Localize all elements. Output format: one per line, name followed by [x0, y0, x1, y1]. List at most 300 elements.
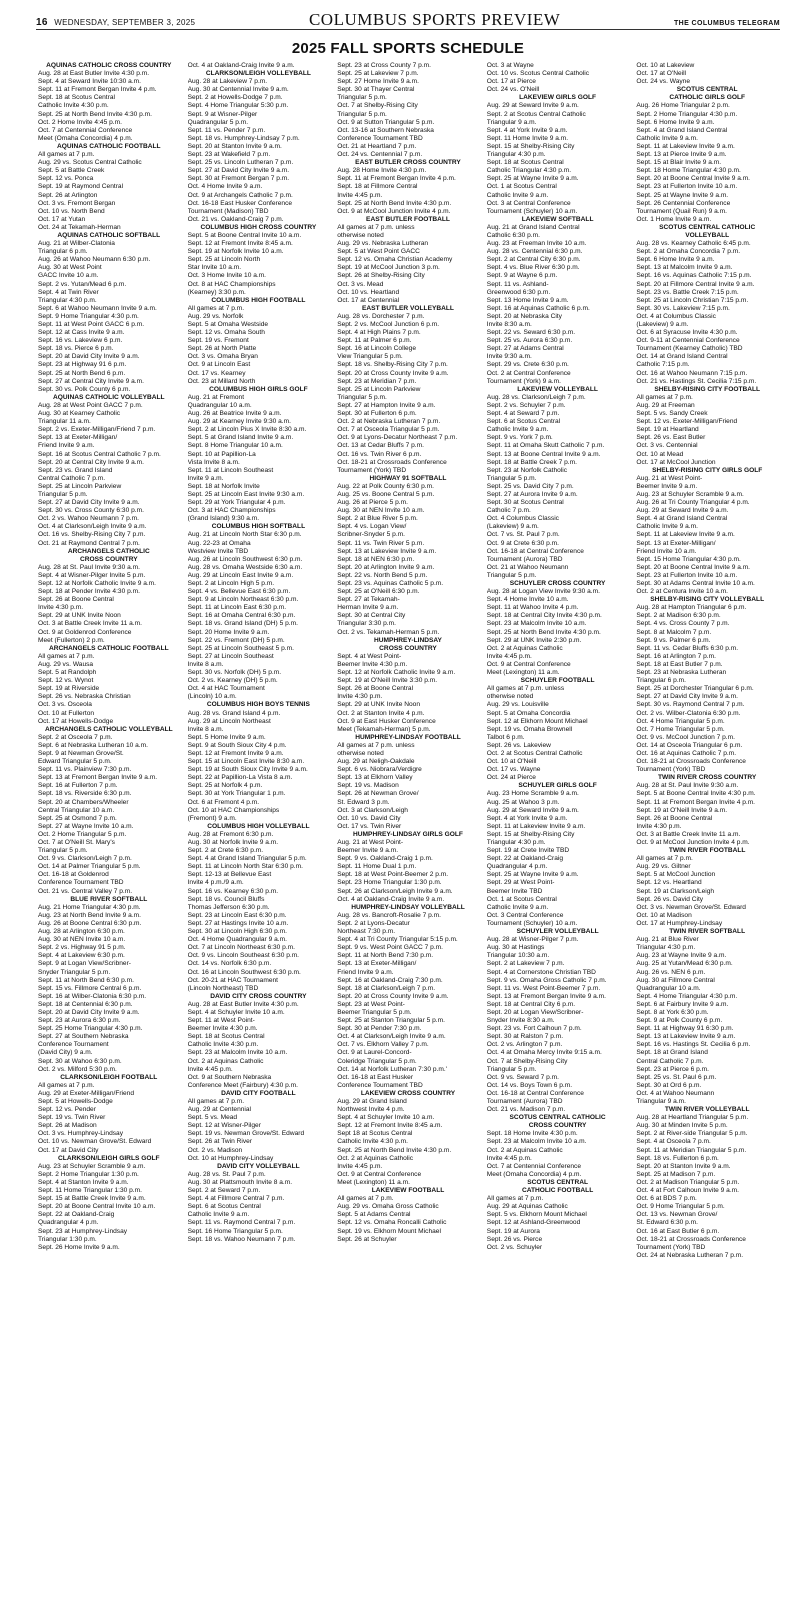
schedule-entry: Oct. 2 at Nebraska Lutheran 7 p.m.	[337, 418, 441, 426]
schedule-entry: Sept. 18 at Clarkson/Leigh 7 p.m.	[337, 984, 436, 992]
schedule-entry: Oct. 7 Home Triangular 5 p.m.	[636, 725, 725, 733]
schedule-entry: Central Triangular 10 a.m.	[38, 806, 115, 814]
schedule-entry: Catholic Invite 9 a.m.	[486, 191, 549, 199]
schedule-entry: Catholic Invite 4:30 p.m.	[337, 1138, 408, 1146]
schedule-entry: Aug. 29 at Lincoln Northeast	[187, 717, 271, 725]
schedule-entry: Oct. 10 at Madison	[636, 911, 692, 919]
schedule-entry: Sept. 2 at Lyons-Decatur	[337, 919, 410, 927]
schedule-entry: Oct. 16 vs. Twin River 6 p.m.	[337, 450, 422, 458]
schedule-entry: Oct. 2 at Scotus Central Catholic	[486, 749, 583, 757]
schedule-entry: Sept. 11 at Lincoln Southeast	[187, 466, 274, 474]
schedule-entry: Catholic 6:30 p.m.	[486, 231, 540, 239]
schedule-entry: Sept. 26 at Madison	[38, 1122, 97, 1130]
schedule-entry: Sept 18 at Scotus Central	[337, 1130, 413, 1138]
schedule-entry: Sept. 4 at Twin River	[38, 288, 99, 296]
schedule-entry: Oct. 17 at O'Neill	[636, 70, 687, 78]
schedule-entry: Sept. 23 vs. Fort Calhoun 7 p.m.	[486, 1025, 582, 1033]
schedule-heading: COLUMBUS HIGH FOOTBALL	[211, 296, 306, 304]
schedule-entry: Oct. 24 at Pierce	[486, 774, 536, 782]
schedule-entry: Oct. 2 Home Triangular 5 p.m.	[38, 830, 127, 838]
schedule-entry: Oct. 13 vs. Newman Grove/	[636, 1211, 718, 1219]
schedule-entry: Oct. 10 at O'Neill	[486, 758, 537, 766]
schedule-entry: Sept. 16 at Scotus Central Catholic 7 p.m.	[38, 450, 161, 458]
schedule-entry: Triangular 3:30 p.m.	[337, 620, 396, 628]
schedule-entry: Sept. 23 at Aurora 6:30 p.m.	[38, 1017, 121, 1025]
schedule-entry: Invite 4:45 p.m.	[187, 1065, 233, 1073]
schedule-heading: SHELBY-RISING CITY GIRLS GOLF	[652, 466, 763, 474]
schedule-entry: Oct. 16-18 at Central Conference	[486, 1089, 584, 1097]
schedule-entry: Oct. 2 at Aquinas Catholic	[187, 1057, 264, 1065]
schedule-entry: Sept. 8 at York 6:30 p.m.	[636, 1008, 709, 1016]
schedule-entry: Sept. 23 at Lincoln East 6:30 p.m.	[187, 911, 287, 919]
schedule-entry: Sept. 11 at Lakeview Invite 9 a.m.	[486, 822, 586, 830]
schedule-entry: Sept. 13 at Boone Central Invite 9 a.m.	[486, 450, 601, 458]
schedule-entry: Oct. 10 vs. David City	[337, 814, 401, 822]
schedule-entry: Sept. 27 at Adams Central	[486, 345, 564, 353]
schedule-entry: Sept. 6 vs. Niobrara/Verdigre	[337, 766, 422, 774]
schedule-entry: Oct. 16-18 at Goldenrod	[38, 871, 109, 879]
schedule-entry: Sept. 25 at North Bend Invite 4:30 p.m.	[38, 110, 152, 118]
schedule-entry: Central Catholic 7 p.m.	[38, 474, 106, 482]
schedule-entry: Sept. 22 at Oakland-Craig	[38, 1211, 115, 1219]
schedule-heading: EAST BUTLER FOOTBALL	[366, 215, 450, 223]
schedule-entry: Oct. 16 at Aquinas Catholic 7 p.m.	[636, 749, 737, 757]
schedule-entry: Invite 8 a.m.	[187, 660, 224, 668]
schedule-entry: Sept. 19 at Clarkson/Leigh	[636, 887, 715, 895]
schedule-entry: Sept. 18 at Scotus Central	[38, 94, 115, 102]
schedule-entry: Tournament (Aurora) TBD	[486, 1098, 563, 1105]
schedule-heading: SCOTUS CENTRAL	[527, 1178, 588, 1186]
schedule-entry: Sept. 11 vs. Pender 7 p.m.	[187, 126, 266, 134]
schedule-entry: Sept. 16 at Aquinas Catholic 6 p.m.	[486, 304, 590, 312]
schedule-entry: Sept. 5 at Boone Central Invite 10 a.m.	[187, 231, 302, 239]
schedule-entry: Sept. 23 at Malcolm Invite 10 a.m.	[486, 1138, 587, 1146]
schedule-entry: Sept. 23 at Wakefield 7 p.m.	[187, 151, 271, 159]
schedule-entry: Oct. 18-21 at Crossroads Conference	[337, 458, 447, 466]
schedule-entry: Oct. 3 vs. Osceola	[38, 701, 92, 709]
schedule-entry: Sept. 8 Home Triangular 10 a.m.	[187, 442, 283, 450]
schedule-entry: Aug. 28 vs. Grand Island 4 p.m.	[187, 709, 281, 717]
schedule-entry: Oct. 7 vs. St. Paul 7 p.m.	[486, 531, 560, 539]
schedule-entry: Sept. 23 vs. Aquinas Catholic 5 p.m.	[337, 580, 444, 587]
schedule-entry: Sept. 13 at Malcolm Invite 9 a.m.	[636, 264, 733, 272]
schedule-entry: Sept. 2 at Blue River 5 p.m.	[337, 515, 418, 523]
schedule-entry: Aug. 21 at West Point-	[636, 474, 703, 482]
schedule-entry: Sept. 30 at Central City	[337, 612, 406, 620]
schedule-entry: Sept. 15 vs. Fillmore Central 6 p.m.	[38, 984, 142, 992]
schedule-entry: Sept. 18 vs. Riverside 6:30 p.m.	[38, 790, 132, 798]
schedule-entry: Oct. 14 at Grand Island Central	[636, 353, 728, 361]
schedule-entry: Sept. 19 vs. Omaha Brownell	[486, 725, 573, 733]
schedule-entry: Oct. 16-18 East Husker Conference	[187, 199, 293, 207]
schedule-entry: Sept. 9 at Lincoln Northeast 6:30 p.m.	[187, 596, 299, 604]
schedule-entry: Sept. 11 at North Bend 6:30 p.m.	[38, 976, 134, 984]
paper-name: THE COLUMBUS TELEGRAM	[673, 20, 780, 27]
schedule-entry: Tournament (Schuyler) 10 a.m.	[486, 919, 578, 927]
schedule-entry: Oct. 1 at Scotus Central	[486, 895, 557, 903]
schedule-entry: Sept. 9 vs. York 7 p.m.	[486, 434, 553, 442]
page-headline: 2025 FALL SPORTS SCHEDULE	[291, 40, 525, 57]
schedule-entry: Sept. 9 vs. West Point GACC 7 p.m.	[337, 944, 443, 952]
schedule-heading: TWIN RIVER VOLLEYBALL	[664, 1106, 750, 1114]
schedule-entry: Oct. 17 vs. Wayne	[486, 766, 541, 774]
schedule-entry: GACC Invite 10 a.m.	[38, 272, 99, 280]
schedule-entry: Sept. 26 at North Platte	[187, 345, 257, 353]
schedule-entry: Catholic Invite 4:30 p.m.	[187, 1041, 259, 1049]
schedule-entry: Oct. 21 at Raymond Central 7 p.m.	[38, 539, 140, 547]
schedule-heading: DAVID CITY CROSS COUNTRY	[210, 992, 307, 1000]
schedule-entry: Sept. 4 at High Plains 7 p.m.	[337, 329, 421, 337]
schedule-entry: Invite 8 a.m.	[187, 725, 224, 733]
schedule-entry: Sept. 15 at Shelby-Rising City	[486, 142, 575, 150]
schedule-entry: Tournament (Schuyler) 10 a.m.	[486, 207, 578, 215]
schedule-entry: Northwest Invite 4 p.m.	[337, 1106, 405, 1114]
schedule-entry: Meet (Lexington) 11 a.m.	[486, 669, 560, 677]
schedule-entry: Sept. 5 at Randolph	[38, 669, 97, 677]
schedule-entry: Oct. 17 at David City	[38, 1146, 99, 1154]
schedule-entry: Sept. 6 at Fairbury Invite 9 a.m.	[636, 1000, 729, 1008]
schedule-entry: Oct. 21 vs. Central Valley 7 p.m.	[38, 887, 133, 895]
schedule-entry: Oct. 9 at Lyons-Decatur Northeast 7 p.m.	[337, 434, 458, 442]
schedule-entry: Sept. 9 at Newman Grove/St.	[38, 749, 124, 757]
schedule-heading: COLUMBUS HIGH CROSS COUNTRY	[200, 223, 317, 231]
schedule-entry: Sept. 19 at O'Neill Invite 9 a.m.	[636, 806, 728, 814]
schedule-entry: Sept. 9 Home Triangular 4:30 p.m.	[38, 312, 139, 320]
schedule-entry: Oct. 9 at Goldenrod Conference	[38, 628, 132, 636]
schedule-entry: Aug. 29 at Exeter-Milligan/Friend	[38, 1089, 135, 1097]
schedule-entry: Catholic Invite 9 a.m.	[486, 903, 549, 911]
schedule-entry: Aug. 29 at Grand Island	[337, 1098, 407, 1105]
schedule-entry: Oct. 14 vs. Norfolk 6:30 p.m.	[187, 960, 272, 968]
schedule-entry: Aug. 26 at Pierce 5 p.m.	[337, 499, 408, 507]
schedule-entry: Sept. 27 at Aurora Invite 9 a.m.	[486, 490, 578, 498]
schedule-entry: All games at 7 p.m.	[187, 304, 245, 312]
schedule-entry: Sept. 13 at Pierce Invite 9 a.m.	[636, 151, 727, 159]
schedule-entry: Sept. 11 at North Bend 7:30 p.m.	[337, 952, 434, 960]
schedule-heading: CROSS COUNTRY	[379, 644, 437, 652]
schedule-entry: Triangular 4:30 p.m.	[486, 839, 546, 846]
schedule-entry: Sept. 16 at Omaha Central 6:30 p.m.	[187, 612, 296, 620]
schedule-entry: Central Catholic 7 p.m.	[636, 1057, 704, 1065]
schedule-entry: Oct. 2 at Stanton Invite 4 p.m.	[337, 709, 425, 717]
schedule-entry: Sept. 16 vs. Kearney 6:30 p.m.	[187, 887, 279, 895]
schedule-entry: All games at 7 p.m. unless	[337, 223, 415, 231]
schedule-entry: St. Edward 3 p.m.	[337, 798, 390, 806]
schedule-entry: Oct. 9 at Central Conference	[486, 660, 571, 668]
schedule-entry: Sept. 30 at Scotus Central	[486, 499, 564, 507]
schedule-entry: Oct. 3 vs. Humphrey-Lindsay	[38, 1130, 124, 1138]
schedule-entry: Oct. 3 at HAC Championships	[187, 507, 276, 515]
schedule-entry: Sept. 20 Home Invite 9 a.m.	[187, 628, 270, 636]
schedule-entry: Quadrangular 4 p.m.	[38, 1219, 99, 1227]
schedule-entry: Tournament (York) TBD	[636, 1243, 706, 1251]
schedule-entry: Invite 4:30 p.m.	[38, 604, 84, 612]
schedule-entry: All games at 7 p.m.	[38, 652, 95, 660]
schedule-entry: Sept. 20 at Boone Central Invite 9 a.m.	[636, 563, 751, 571]
schedule-entry: Sept. 27 at Lincoln Southeast	[187, 652, 274, 660]
schedule-entry: Sept. 12 vs. Omaha Christian Academy	[337, 256, 453, 264]
schedule-entry: Aug. 29 vs. Giltner	[636, 863, 691, 871]
schedule-entry: Sept. 30 vs. Cross County 6:30 p.m.	[38, 507, 144, 515]
schedule-entry: Sept. 27 at David City Invite 9 a.m.	[187, 167, 290, 175]
schedule-entry: Invite 9 a.m.	[187, 474, 224, 482]
schedule-entry: Sept. 19 vs. Twin River	[38, 1114, 106, 1122]
schedule-entry: Aug. 29 at Aquinas Catholic	[486, 1203, 568, 1211]
schedule-entry: Sept. 25 at North Bend Invite 4:30 p.m.	[486, 628, 601, 636]
schedule-entry: Oct. 2 vs. Madison	[187, 1146, 243, 1154]
schedule-entry: Sept. 25 at Lincoln Southeast 5 p.m.	[187, 644, 294, 652]
schedule-entry: Sept. 19 at O'Neill Invite 3:30 p.m.	[337, 677, 438, 685]
schedule-heading: CLARKSON/LEIGH GIRLS GOLF	[58, 1154, 160, 1162]
schedule-entry: Aug. 23 at Freeman Invite 10 a.m.	[486, 240, 587, 248]
schedule-heading: SCOTUS CENTRAL CATHOLIC	[659, 223, 756, 231]
schedule-entry: Triangular 9 a.m.	[636, 1098, 686, 1105]
schedule-entry: Oct. 2 vs. Wilber-Clatonia 6:30 p.m.	[636, 709, 741, 717]
schedule-entry: Oct. 7 at Centennial Conference	[38, 126, 133, 134]
schedule-entry: Oct. 24 at Nebraska Lutheran 7 p.m.	[636, 1251, 744, 1259]
schedule-entry: (Kearney) 3:30 p.m.	[187, 288, 246, 296]
schedule-entry: Sept. 25 at North Bend 6 p.m.	[38, 369, 126, 377]
schedule-entry: Sept. 26 vs. David City	[636, 895, 704, 903]
schedule-entry: Sept. 20 at David City Invite 9 a.m.	[38, 1008, 140, 1016]
schedule-heading: SCHUYLER FOOTBALL	[520, 677, 595, 685]
schedule-entry: Oct. 4 at Oakland-Craig Invite 9 a.m.	[187, 62, 295, 69]
schedule-entry: (Lincoln) 10 a.m.	[187, 693, 237, 701]
schedule-entry: Sept. 5 at Boone Central Invite 4:30 p.m.	[636, 790, 756, 798]
schedule-entry: Sept. 15 at Lincoln East Invite 8:30 a.m.	[187, 758, 305, 766]
schedule-entry: Sept. 30 at Adams Central Invite 10 a.m.	[636, 580, 755, 587]
schedule-heading: HUMPHREY-LINDSAY	[374, 636, 442, 644]
schedule-entry: Sept. 19 vs. Fremont	[187, 337, 249, 345]
schedule-entry: Sept. 20 at Stanton Invite 9 a.m.	[187, 142, 282, 150]
schedule-entry: Oct. 17 at Humphrey-Lindsay	[636, 919, 723, 927]
schedule-entry: Sept. 12 vs. Ponca	[38, 175, 94, 183]
schedule-heading: HUMPHREY-LINDSAY FOOTBALL	[355, 733, 461, 741]
schedule-entry: Aug. 29 vs. Scotus Central Catholic	[38, 159, 142, 167]
schedule-entry: Oct. 2 at Centura Invite 10 a.m.	[636, 588, 729, 596]
schedule-entry: All games at 7 p.m. unless	[337, 741, 415, 749]
page-number: 16	[36, 17, 48, 28]
schedule-entry: Sept. 11 vs. Plainview 7:30 p.m.	[38, 766, 132, 774]
schedule-entry: Sept. 16 at Lincoln College	[337, 345, 417, 353]
schedule-entry: Oct. 9 at McCool Junction Invite 4 p.m.	[337, 207, 451, 215]
schedule-entry: Aug. 28 vs. Bancroft-Rosalie 7 p.m.	[337, 911, 441, 919]
schedule-heading: COLUMBUS HIGH GIRLS GOLF	[209, 385, 308, 393]
schedule-entry: Sept. 23 at Fullerton Invite 10 a.m.	[636, 183, 738, 191]
schedule-entry: Sept. 20 at Central City Invite 9 a.m.	[38, 458, 144, 466]
schedule-column-3	[337, 62, 479, 1614]
schedule-entry: Sept. 11 Home Dual 1 p.m.	[337, 863, 417, 871]
schedule-entry: Sept. 10 at Papillion-La	[187, 450, 256, 458]
schedule-entry: Oct. 3 at Wayne	[486, 62, 534, 69]
schedule-entry: Sept. 2 at Central City 6:30 p.m.	[486, 256, 581, 264]
schedule-entry: Oct. 17 at Howells-Dodge	[38, 717, 114, 725]
schedule-entry: Sept. 26 at Twin River	[187, 1138, 252, 1146]
schedule-entry: Sept. 4 at Wisner-Pilger Invite 5 p.m.	[38, 571, 146, 579]
schedule-entry: Oct. 4 at HAC Tournament	[187, 685, 265, 693]
schedule-entry: Sept. 25 at Osmond 7 p.m.	[38, 814, 117, 822]
schedule-entry: Oct. 23 at Millard North	[187, 377, 256, 385]
schedule-entry: Meet (Lexington) 11 a.m.	[337, 1178, 410, 1186]
schedule-entry: Sept. 30 at Thayer Central	[337, 86, 415, 94]
schedule-entry: Sept. 12 at Norfolk Catholic Invite 9 a.m.	[337, 669, 456, 677]
schedule-entry: Sept. 30 vs. Norfolk (DH) 5 p.m.	[187, 669, 282, 677]
schedule-entry: Aug. 26 at Beatrice Invite 9 a.m.	[187, 410, 282, 418]
schedule-entry: Sept. 25 at Wayne Invite 9 a.m.	[636, 191, 729, 199]
schedule-entry: Oct. 20-21 at HAC Tournament	[187, 976, 278, 984]
schedule-entry: Aug. 28 vs. Omaha Westside 6:30 a.m.	[187, 563, 303, 571]
schedule-entry: All games at 7 p.m. unless	[486, 685, 565, 693]
schedule-entry: Sept. 16 at Fullerton 7 p.m.	[38, 782, 118, 790]
schedule-entry: Sept. 5 at Grand Island Invite 9 a.m.	[187, 434, 294, 442]
schedule-entry: Coleridge Triangular 5 p.m.	[337, 1057, 417, 1065]
schedule-heading: SHELBY-RISING CITY VOLLEYBALL	[650, 596, 765, 604]
schedule-entry: Sept. 18 at Central City Invite 4:30 p.m.	[486, 612, 602, 620]
schedule-entry: Aug. 28 at East Butler Invite 4:30 p.m.	[38, 70, 150, 78]
schedule-entry: Sept. 23 at Highway 91 6 p.m.	[38, 361, 127, 369]
schedule-heading: LAKEVIEW VOLLEYBALL	[517, 385, 598, 393]
schedule-entry: Sept. 9 vs. Oakland-Craig 1 p.m.	[337, 855, 433, 863]
schedule-entry: Sept. 23 at West Point-	[337, 1000, 405, 1008]
schedule-entry: Northeast 7:30 p.m.	[337, 928, 396, 936]
schedule-entry: Sept. 18 at Scotus Central	[486, 159, 564, 167]
schedule-entry: Sept. 9 at Wayne 6 p.m.	[486, 272, 558, 280]
schedule-heading: LAKEVIEW CROSS COUNTRY	[360, 1089, 456, 1097]
schedule-entry: Aug. 29 at Seward Invite 9 a.m.	[636, 507, 729, 515]
schedule-entry: (Fremont) 9 a.m.	[187, 814, 237, 822]
schedule-entry: Beemer Triangular 5 p.m.	[337, 1008, 412, 1016]
schedule-entry: Aug. 30 at Hastings	[486, 944, 545, 952]
schedule-entry: Oct. 14 at Palmer Triangular 5 p.m.	[38, 863, 141, 871]
schedule-heading: DAVID CITY VOLLEYBALL	[217, 1162, 300, 1170]
schedule-entry: Sept. 11 at Fremont Bergan Invite 4 p.m.	[636, 798, 756, 806]
schedule-entry: Oct. 13 at Cedar Bluffs 7 p.m.	[337, 442, 424, 450]
schedule-entry: Tournament (Kearney Catholic) TBD	[636, 345, 743, 353]
schedule-entry: Aug. 30 at Fillmore Central	[636, 976, 715, 984]
schedule-entry: Sept. 11 vs. Twin River 5 p.m.	[337, 539, 425, 547]
schedule-entry: Aug. 28 at St. Paul Invite 9:30 a.m.	[38, 563, 140, 571]
schedule-entry: Oct. 2 vs. Milford 5:30 p.m.	[38, 1065, 117, 1073]
schedule-entry: Sept. 4 vs. Logan View/	[337, 523, 407, 531]
schedule-entry: Sept. 16 vs. Aquinas Catholic 7:15 p.m.	[636, 272, 752, 280]
schedule-column-5	[636, 62, 778, 1614]
schedule-entry: Aug. 30 at Minden Invite 5 p.m.	[636, 1122, 728, 1130]
schedule-entry: Sept. 4 at Tri County Triangular 5:15 p.m.	[337, 936, 458, 944]
schedule-entry: Oct. 2 vs. Arlington 7 p.m.	[486, 1041, 563, 1049]
schedule-entry: Sept. 5 at Omaha Concordia	[486, 709, 571, 717]
schedule-entry: Triangular 11 a.m.	[38, 418, 91, 426]
schedule-entry: Sept. 18 at East Butler 7 p.m.	[636, 660, 723, 668]
schedule-entry: Oct. 6 at Fremont 4 p.m.	[187, 798, 260, 806]
schedule-heading: ARCHANGELS CATHOLIC	[67, 547, 150, 555]
schedule-heading: SCOTUS CENTRAL CATHOLIC	[509, 1114, 606, 1122]
schedule-entry: Oct. 14 vs. Boys Town 6 p.m.	[486, 1081, 573, 1089]
schedule-heading: CROSS COUNTRY	[79, 555, 138, 563]
schedule-entry: Sept. 26 at Newman Grove/	[337, 790, 419, 798]
schedule-entry: Meet (Tekamah-Herman) 5 p.m.	[337, 725, 431, 733]
schedule-heading: AQUINAS CATHOLIC FOOTBALL	[57, 142, 161, 150]
schedule-entry: Beemer Invite TBD	[486, 887, 543, 895]
schedule-entry: Sept. 13 at Fremont Bergan Invite 9 a.m.	[486, 992, 606, 1000]
schedule-entry: Oct. 21 vs. Madison 7 p.m.	[486, 1106, 566, 1114]
schedule-entry: Oct. 13-16 at Southern Nebraska	[337, 126, 434, 134]
schedule-heading: CATHOLIC GIRLS GOLF	[669, 94, 746, 102]
schedule-entry: Triangular 5 p.m.	[38, 847, 88, 855]
schedule-entry: Sept. 11 Home Triangular 1:30 p.m.	[38, 1187, 142, 1195]
schedule-entry: Sept. 9 at Wisner-Pilger	[187, 110, 258, 118]
schedule-entry: Sept. 2 Home Triangular 1:30 p.m.	[38, 1170, 139, 1178]
schedule-entry: Oct. 9 vs. McCool Junction 7 p.m.	[636, 733, 735, 741]
schedule-entry: Oct. 9 Home Triangular 5 p.m.	[636, 1203, 725, 1211]
schedule-entry: Oct. 9 vs. Seward 7 p.m.	[486, 1073, 559, 1081]
schedule-entry: Sept. 29 at West Point-	[486, 879, 555, 887]
schedule-entry: Sept. 26 vs. East Butler	[636, 434, 706, 442]
schedule-entry: Sept. 27 at Tekamah-	[337, 596, 400, 604]
schedule-entry: Oct. 3 Home Invite 10 a.m.	[187, 272, 267, 280]
schedule-entry: Sept. 25 at Stanton Triangular 5 p.m.	[337, 1017, 445, 1025]
schedule-entry: Thomas Jefferson 6:30 p.m.	[187, 903, 270, 911]
schedule-entry: Sept. 4 Home Triangular 5:30 p.m.	[187, 102, 289, 110]
schedule-entry: Oct. 10 vs. Scotus Central Catholic	[486, 70, 590, 78]
schedule-heading: TWIN RIVER FOOTBALL	[668, 847, 746, 855]
schedule-entry: Oct. 7 at O'Neill St. Mary's	[38, 839, 115, 846]
schedule-entry: Oct. 18-21 at Crossroads Conference	[636, 1235, 746, 1243]
schedule-entry: Oct. 17 at Pierce	[486, 78, 536, 86]
schedule-heading: SCHUYLER CROSS COUNTRY	[509, 580, 606, 587]
schedule-entry: Aug. 29 at Lincoln East Invite 9 a.m.	[187, 571, 294, 579]
schedule-entry: Sept. 30 at Wahoo 6:30 p.m.	[38, 1057, 122, 1065]
schedule-entry: Sept. 18 at Scotus Central	[187, 1033, 265, 1041]
schedule-entry: Sept. 11 at Omaha Skutt Catholic 7 p.m.	[486, 442, 605, 450]
schedule-entry: Oct. 24 vs. O'Neill	[486, 86, 540, 94]
schedule-entry: Oct. 1 Home Invite 9 a.m.	[636, 215, 712, 223]
schedule-entry: Sept. 2 at Lincoln Pius X Invite 8:30 a.m.	[187, 426, 307, 434]
schedule-entry: Triangular 5 p.m.	[337, 110, 387, 118]
schedule-entry: Oct. 9 vs. Clarkson/Leigh 7 p.m.	[38, 855, 132, 863]
schedule-entry: Sept. 18 vs. Shelby-Rising City 7 p.m.	[337, 361, 448, 369]
schedule-entry: Oct. 4 at Clarkson/Leigh Invite 9 a.m.	[38, 523, 147, 531]
schedule-entry: otherwise noted	[337, 749, 384, 757]
schedule-entry: Tournament (Quail Run) 9 a.m.	[636, 207, 727, 215]
schedule-entry: Aug. 26 Home Triangular 2 p.m.	[636, 102, 730, 110]
schedule-entry: Oct. 4 Home Quadrangular 9 a.m.	[187, 936, 287, 944]
schedule-entry: Sept. 20 at David City Invite 9 a.m.	[38, 353, 140, 361]
schedule-entry: Sept. 26 at Boone Central	[38, 596, 114, 604]
schedule-entry: Sept. 20 at Arlington Invite 9 a.m.	[337, 563, 435, 571]
schedule-entry: Oct. 2 at Aquinas Catholic	[486, 1146, 563, 1154]
schedule-entry: Sept. 4 at York Invite 9 a.m.	[486, 814, 568, 822]
schedule-entry: Sept. 2 at Seward 7 p.m.	[187, 1187, 261, 1195]
schedule-heading: VOLLEYBALL	[685, 231, 730, 239]
schedule-entry: Aug. 28 at Hampton Triangular 6 p.m.	[636, 604, 747, 612]
schedule-entry: Aug. 21 at Blue River	[636, 936, 699, 944]
schedule-entry: Oct. 16 at Wahoo Neumann 7:15 p.m.	[636, 369, 748, 377]
schedule-entry: Sept. 26 at Boone Central	[337, 685, 414, 693]
schedule-entry: Sept. 12 at Fremont Invite 8:45 a.m.	[337, 1122, 443, 1130]
schedule-entry: Sept. 23 at Pierce 6 p.m.	[636, 1065, 709, 1073]
schedule-entry: Oct. 2 at Aquinas Catholic	[486, 644, 563, 652]
schedule-entry: Sept. 12 at Fremont Invite 8:45 a.m.	[187, 240, 293, 248]
schedule-entry: Sept. 27 at Wayne Invite 10 a.m.	[38, 822, 134, 830]
schedule-entry: Sept. 19 at South Sioux City Invite 9 a.m.	[187, 766, 308, 774]
schedule-entry: Meet (Omaha Concordia) 4 p.m.	[486, 1170, 582, 1178]
schedule-entry: Invite 4:45 p.m.	[486, 1154, 532, 1162]
schedule-heading: CROSS COUNTRY	[528, 1122, 587, 1130]
schedule-entry: Oct. 17 at McCool Junction	[636, 458, 716, 466]
schedule-entry: Aug. 29 at Freeman	[636, 401, 695, 409]
schedule-entry: Sept. 11 at Palmer 6 p.m.	[337, 337, 412, 345]
schedule-entry: Sept. 30 at Lincoln High 6:30 p.m.	[187, 928, 287, 936]
